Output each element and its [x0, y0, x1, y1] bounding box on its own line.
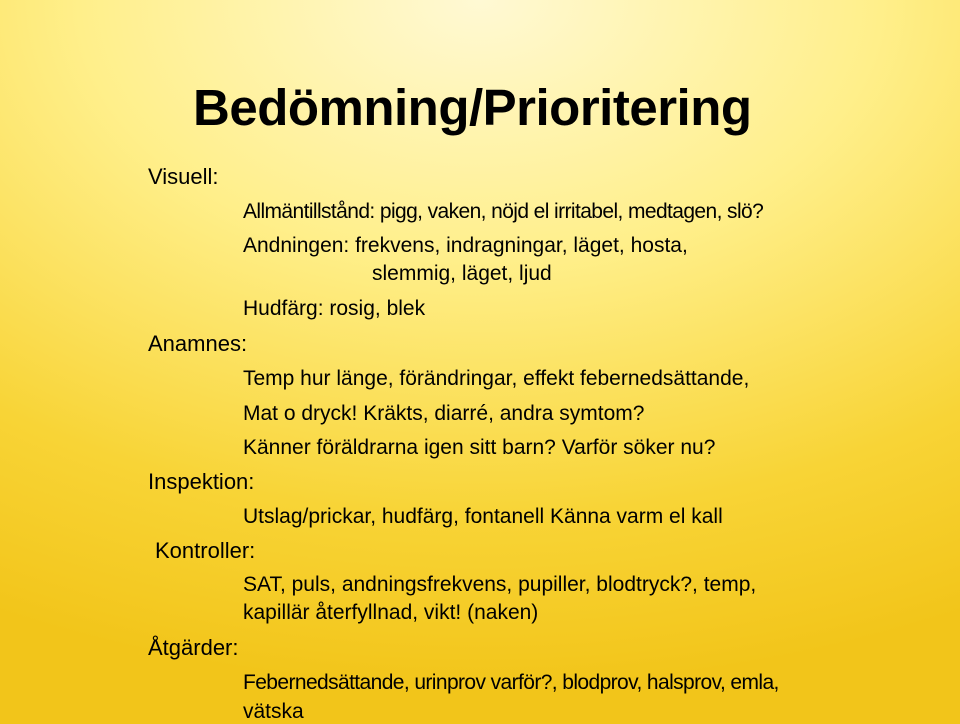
- section-label-visuell: Visuell:: [148, 164, 219, 189]
- section-label-inspektion: Inspektion:: [148, 469, 255, 494]
- atgarder-line-2: vätska: [243, 700, 304, 723]
- kontroller-line-2: kapillär återfyllnad, vikt! (naken): [243, 601, 539, 624]
- visuell-line-4: Hudfärg: rosig, blek: [243, 297, 426, 320]
- inspektion-line-1: Utslag/prickar, hudfärg, fontanell Känna varm el kall: [243, 505, 723, 528]
- section-label-atgarder: Åtgärder:: [148, 635, 239, 660]
- slide-title: Bedömning/Prioritering: [193, 79, 752, 136]
- section-label-kontroller: Kontroller:: [155, 538, 256, 563]
- atgarder-line-1: Febernedsättande, urinprov varför?, blodprov, halsprov, emla,: [243, 671, 779, 694]
- visuell-line-3: slemmig, läget, ljud: [372, 262, 552, 285]
- anamnes-line-3: Känner föräldrarna igen sitt barn? Varför söker nu?: [243, 436, 716, 459]
- anamnes-line-1: Temp hur länge, förändringar, effekt febernedsättande,: [243, 367, 750, 390]
- anamnes-line-2: Mat o dryck! Kräkts, diarré, andra symtom?: [243, 402, 645, 425]
- visuell-line-2: Andningen: frekvens, indragningar, läget, hosta,: [243, 234, 688, 257]
- kontroller-line-1: SAT, puls, andningsfrekvens, pupiller, blodtryck?, temp,: [243, 573, 757, 596]
- visuell-line-1: Allmäntillstånd: pigg, vaken, nöjd el irritabel, medtagen, slö?: [243, 200, 764, 223]
- section-label-anamnes: Anamnes:: [148, 331, 248, 356]
